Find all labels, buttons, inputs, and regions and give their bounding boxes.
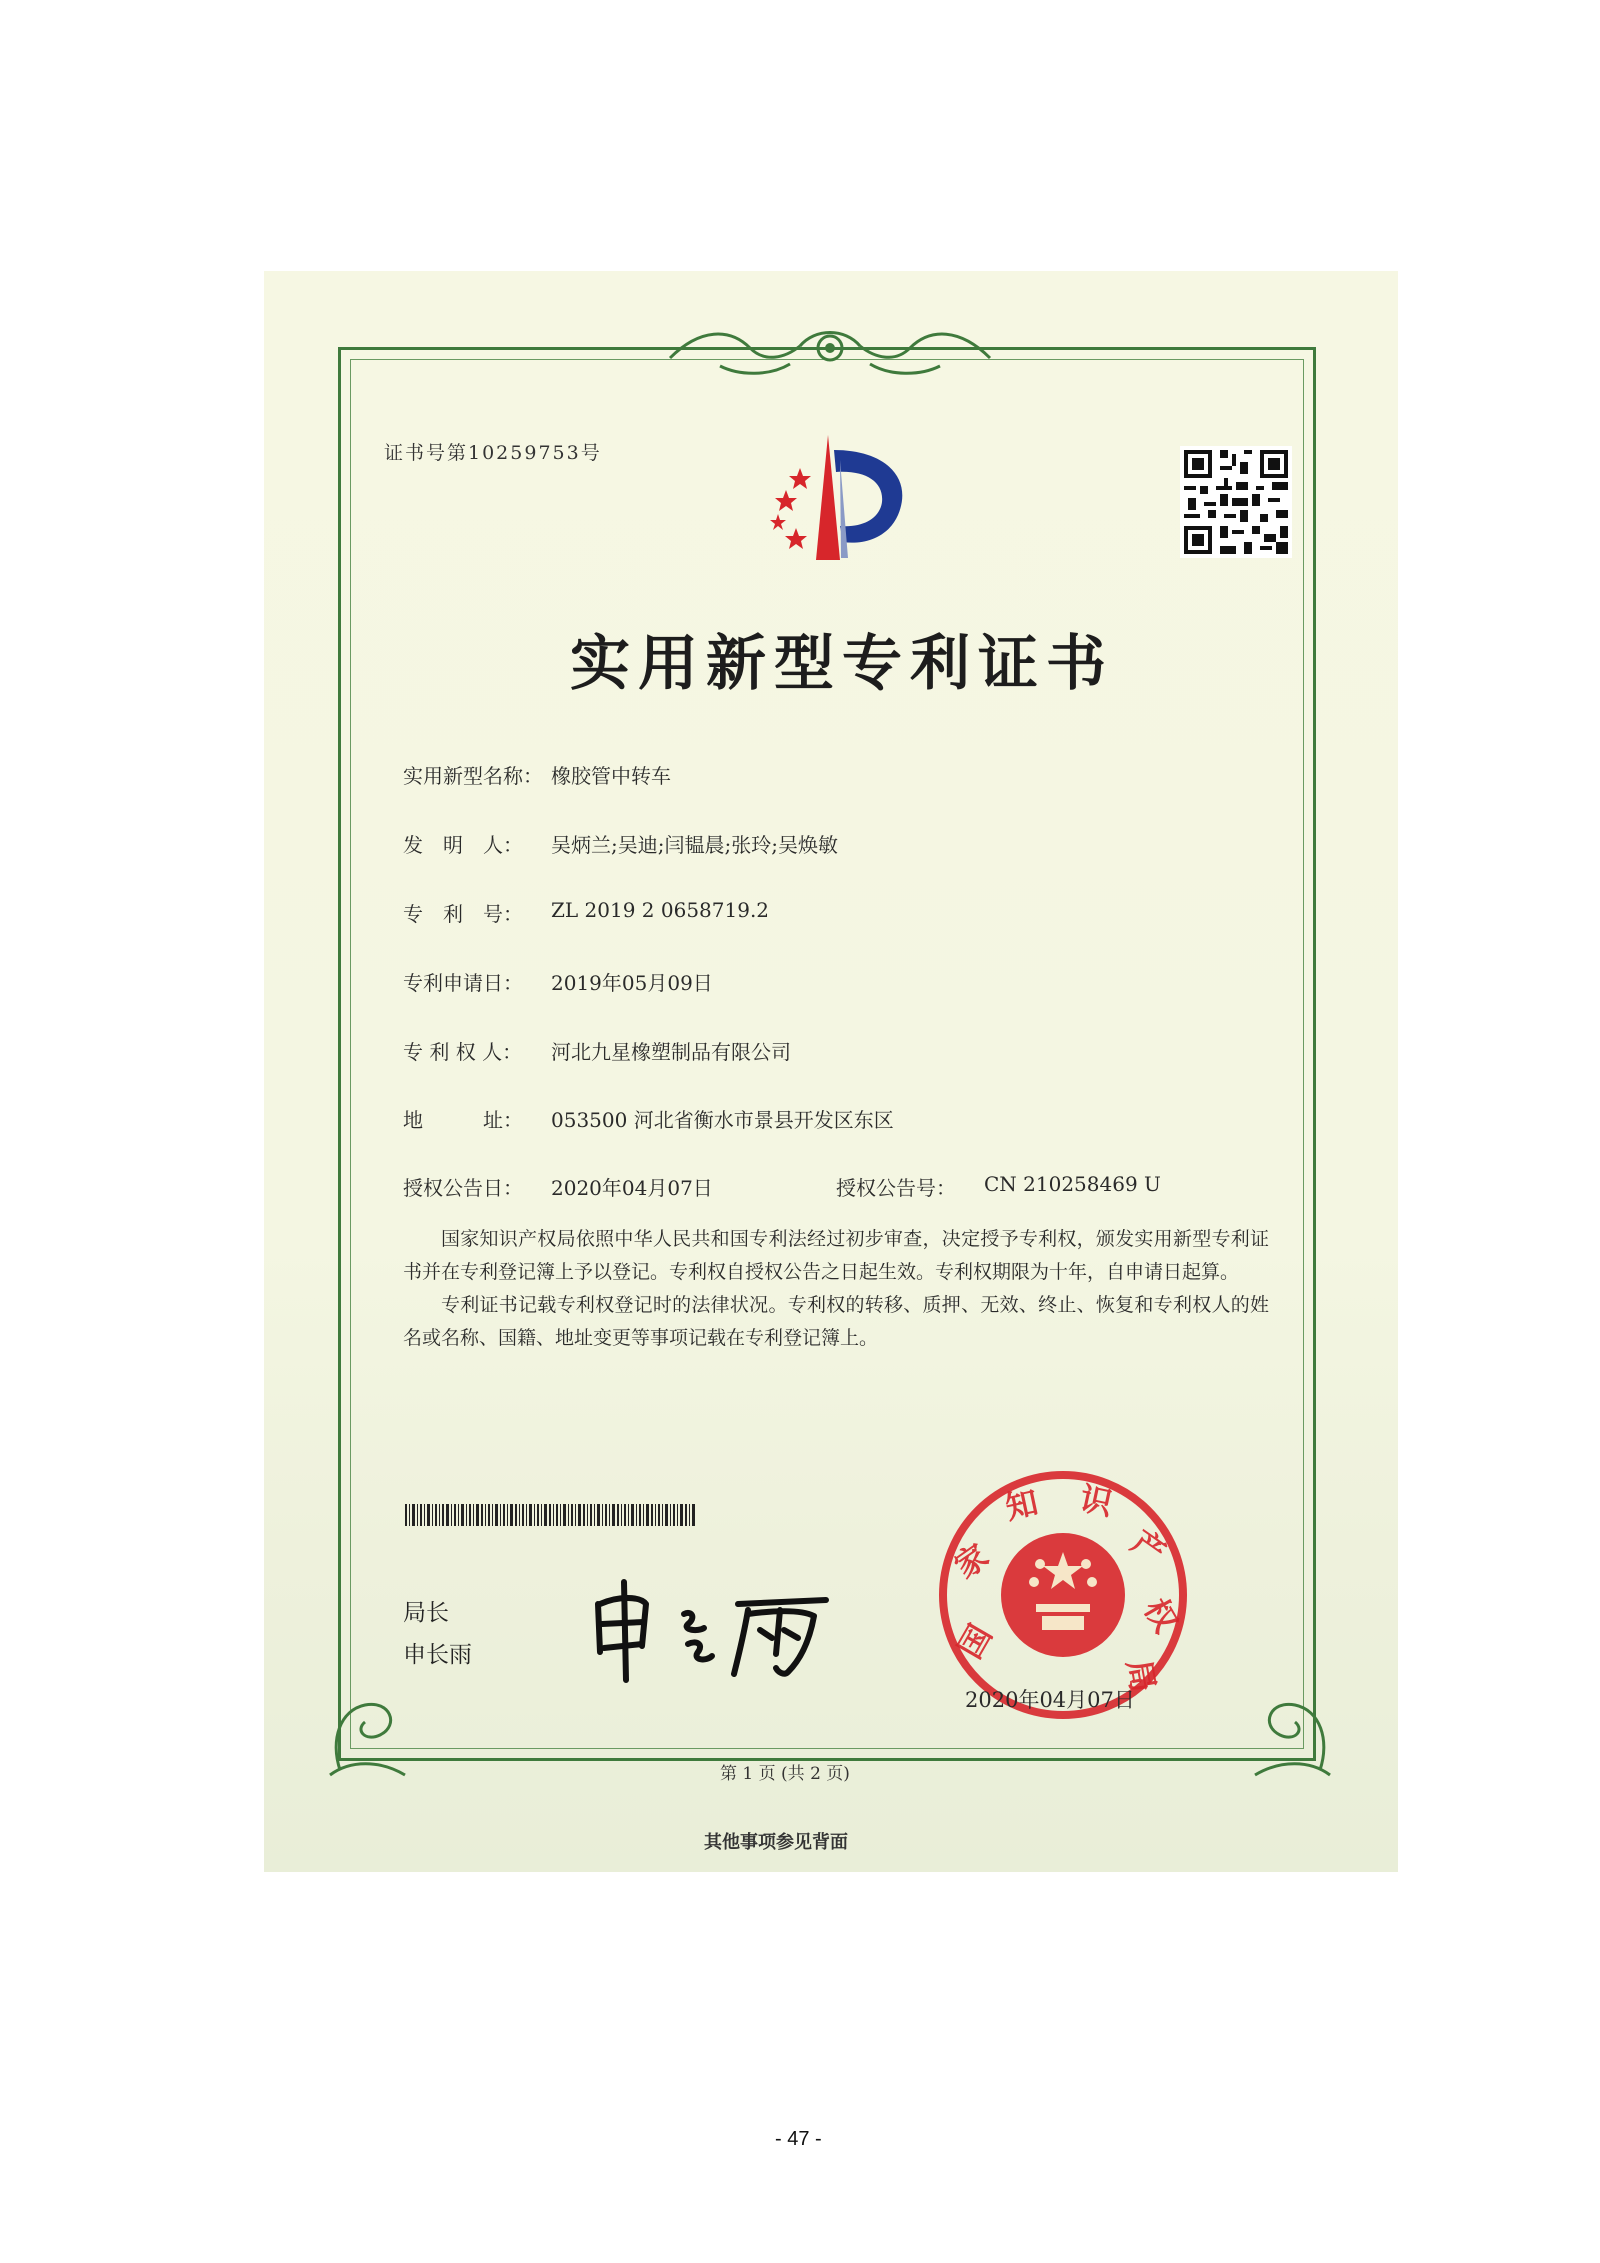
- certificate-title: 实用新型专利证书: [570, 629, 1114, 699]
- field-value-name: 橡胶管中转车: [551, 764, 671, 788]
- top-ornament-icon: [660, 318, 1000, 382]
- certificate-page-indicator: 第 1 页 (共 2 页): [720, 1764, 850, 1784]
- director-title: 局长: [403, 1600, 449, 1626]
- field-value-patentee: 河北九星橡塑制品有限公司: [551, 1040, 791, 1064]
- body-paragraph: 专利证书记载专利权登记时的法律状况。专利权的转移、质押、无效、终止、恢复和专利权人的姓名或名称、国籍、地址变更等事项记载在专利登记簿上。: [403, 1294, 1269, 1349]
- field-label-patentee: 专 利 权 人：: [403, 1040, 523, 1064]
- field-label-filing-date: 专利申请日：: [403, 971, 523, 995]
- barcode-icon: [405, 1504, 695, 1526]
- seal-date: 2020年04月07日: [965, 1688, 1135, 1712]
- svg-text:识: 识: [1076, 1479, 1116, 1523]
- field-value-filing-date: 2019年05月09日: [551, 971, 713, 995]
- svg-text:知: 知: [1002, 1483, 1042, 1527]
- svg-text:家: 家: [947, 1536, 996, 1586]
- document-page-number: - 47 -: [775, 2128, 822, 2150]
- field-value-announcement-no: CN 210258469 U: [984, 1172, 1161, 1196]
- svg-text:局: 局: [1119, 1656, 1163, 1695]
- certificate-number: 证书号第10259753号: [384, 442, 602, 464]
- field-label-announcement-no: 授权公告号：: [836, 1176, 956, 1200]
- svg-text:国: 国: [950, 1618, 1000, 1665]
- field-label-grant-date: 授权公告日：: [403, 1176, 523, 1200]
- field-value-grant-date: 2020年04月07日: [551, 1176, 713, 1200]
- svg-text:权: 权: [1136, 1592, 1186, 1639]
- certificate-footnote: 其他事项参见背面: [704, 1832, 848, 1853]
- field-value-address: 053500 河北省衡水市景县开发区东区: [551, 1108, 894, 1132]
- field-label-address: 地 址：: [403, 1108, 523, 1132]
- svg-text:产: 产: [1124, 1522, 1173, 1572]
- bottom-right-ornament-icon: [1250, 1680, 1340, 1780]
- certificate-body: [403, 1223, 1269, 1355]
- cnipa-logo-icon: [748, 430, 928, 570]
- bottom-left-ornament-icon: [320, 1680, 410, 1780]
- field-label-inventors: 发 明 人：: [403, 833, 523, 857]
- field-label-name: 实用新型名称：: [403, 764, 543, 788]
- qr-code-icon: [1180, 446, 1292, 558]
- field-label-patent-number: 专 利 号：: [403, 902, 523, 926]
- body-paragraph: 国家知识产权局依照中华人民共和国专利法经过初步审查，决定授予专利权，颁发实用新型专利证书并在专利登记簿上予以登记。专利权自授权公告之日起生效。专利权期限为十年，自申请日起算。: [403, 1228, 1269, 1283]
- field-value-inventors: 吴炳兰;吴迪;闫韫晨;张玲;吴焕敏: [551, 833, 838, 857]
- field-value-patent-number: ZL 2019 2 0658719.2: [551, 898, 770, 922]
- signature-icon: [588, 1574, 838, 1684]
- director-name: 申长雨: [403, 1642, 472, 1668]
